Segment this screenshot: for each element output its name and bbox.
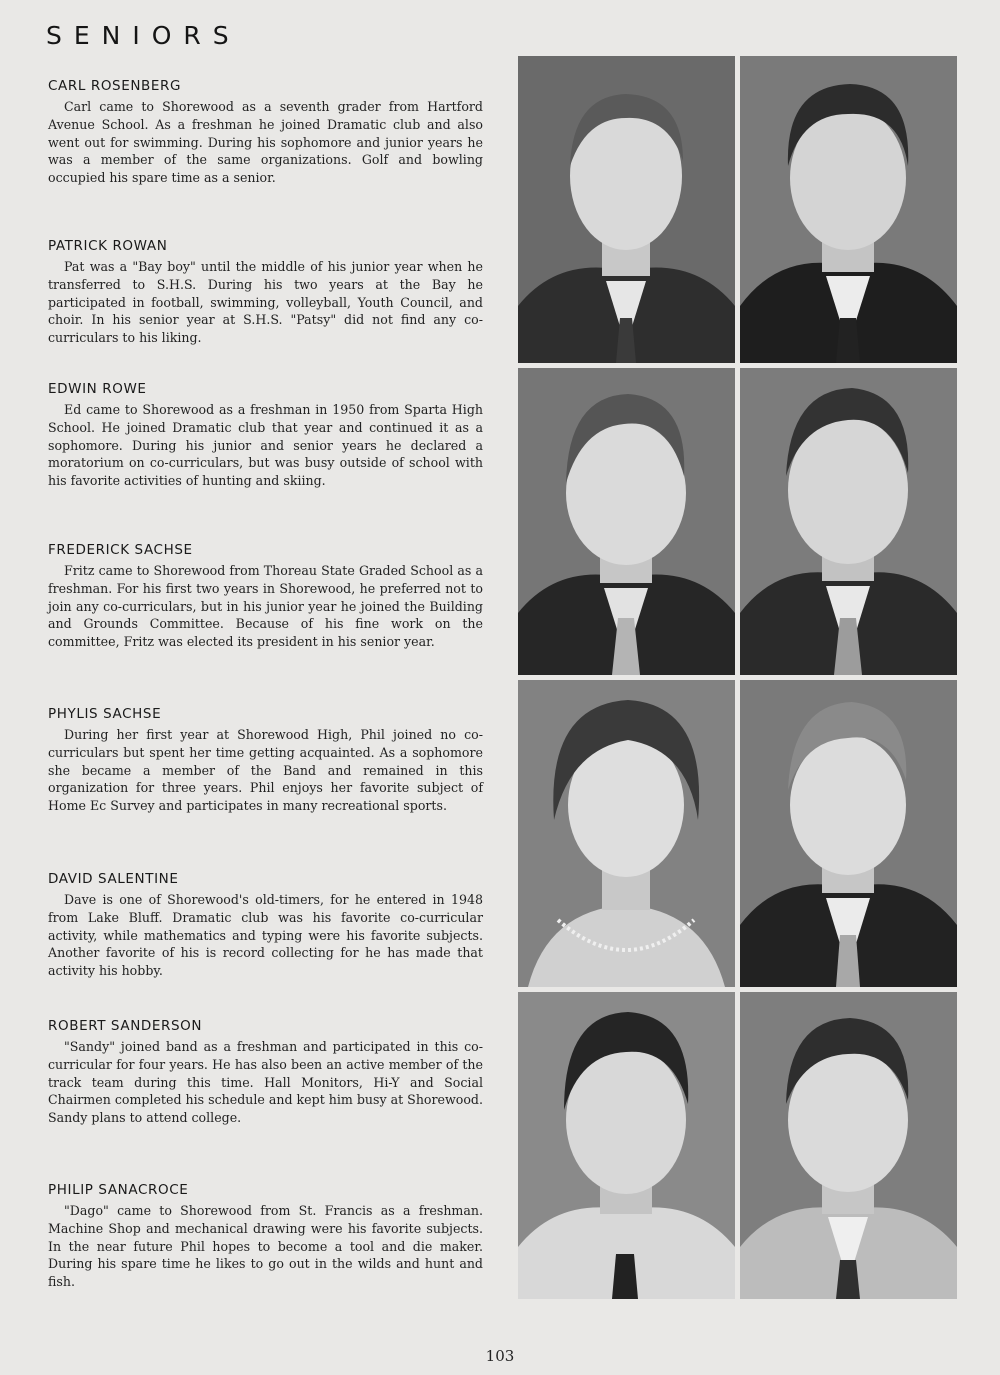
- senior-bio: [48, 78, 483, 187]
- portrait-grid: [518, 56, 960, 1312]
- senior-name: PHYLIS SACHSE: [48, 706, 162, 722]
- portrait-photo: [740, 56, 957, 363]
- portrait-image: [740, 56, 957, 363]
- senior-description: Ed came to Shorewood as a freshman in 1950 from Sparta High School. He joined Dramatic club that year and continued it as a sophomore. During his junior and senior years he declared a moratorium on co-curriculars, but was busy outside of school with his favorite activities of hunting and skiing.: [48, 402, 483, 489]
- senior-description: Dave is one of Shorewood's old-timers, for he entered in 1948 from Lake Bluff. Dramatic club was his favorite co-curricular activity, while mathematics and typing were his favorite subjects. Another favorite of his is record collecting for he has made that activity his hobby.: [48, 892, 483, 979]
- portrait-image: [518, 992, 735, 1299]
- senior-name: CARL ROSENBERG: [48, 78, 182, 94]
- senior-bio: [48, 871, 483, 980]
- senior-name: PHILIP SANACROCE: [48, 1182, 189, 1198]
- senior-description: "Sandy" joined band as a freshman and participated in this co-curricular for four years. He has also been an active member of the track team during this time. Hall Monitors, Hi-Y and Social Chairmen completed his schedule and kept him busy at Shorewood. Sandy plans to attend college.: [48, 1039, 483, 1126]
- senior-name: EDWIN ROWE: [48, 381, 147, 397]
- portrait-image: [518, 56, 735, 363]
- portrait-photo: [518, 368, 735, 675]
- senior-bio: [48, 542, 483, 651]
- senior-bio: [48, 1018, 483, 1127]
- portrait-photo: [518, 992, 735, 1299]
- page-title: SENIORS: [46, 20, 241, 50]
- senior-bio: [48, 706, 483, 815]
- senior-name: ROBERT SANDERSON: [48, 1018, 203, 1034]
- senior-description: During her first year at Shorewood High, Phil joined no co-curriculars but spent her time getting acquainted. As a sophomore she became a member of the Band and remained in this organization for three years. Phil enjoys her favorite subject of Home Ec Survey and participates in many recreational sports.: [48, 727, 483, 814]
- senior-bio: [48, 381, 483, 490]
- portrait-photo: [518, 56, 735, 363]
- senior-description: Fritz came to Shorewood from Thoreau State Graded School as a freshman. For his first two years in Shorewood, he preferred not to join any co-curriculars, but in his junior year he joined the Building and Grounds Committee. Because of his fine work on the committee, Fritz was elected its president in his senior year.: [48, 563, 483, 650]
- portrait-image: [518, 680, 735, 987]
- page-number: 103: [485, 1347, 515, 1365]
- portrait-image: [740, 992, 957, 1299]
- portrait-photo: [518, 680, 735, 987]
- portrait-photo: [740, 992, 957, 1299]
- senior-name: FREDERICK SACHSE: [48, 542, 193, 558]
- senior-bio: [48, 238, 483, 347]
- senior-name: DAVID SALENTINE: [48, 871, 179, 887]
- portrait-photo: [740, 368, 957, 675]
- senior-bio: [48, 1182, 483, 1291]
- senior-description: "Dago" came to Shorewood from St. Francis as a freshman. Machine Shop and mechanical drawing were his favorite subjects. In the near future Phil hopes to become a tool and die maker. During his spare time he likes to go out in the wilds and hunt and fish.: [48, 1203, 483, 1290]
- senior-description: Carl came to Shorewood as a seventh grader from Hartford Avenue School. As a freshman he joined Dramatic club and also went out for swimming. During his sophomore and junior years he was a member of the same organizations. Golf and bowling occupied his spare time as a senior.: [48, 99, 483, 186]
- senior-name: PATRICK ROWAN: [48, 238, 168, 254]
- portrait-photo: [740, 680, 957, 987]
- portrait-image: [740, 680, 957, 987]
- portrait-image: [518, 368, 735, 675]
- portrait-image: [740, 368, 957, 675]
- senior-description: Pat was a "Bay boy" until the middle of his junior year when he transferred to S.H.S. During his two years at the Bay he participated in football, swimming, volleyball, Youth Council, and choir. In his senior year at S.H.S. "Patsy" did not find any co-curriculars to his liking.: [48, 259, 483, 346]
